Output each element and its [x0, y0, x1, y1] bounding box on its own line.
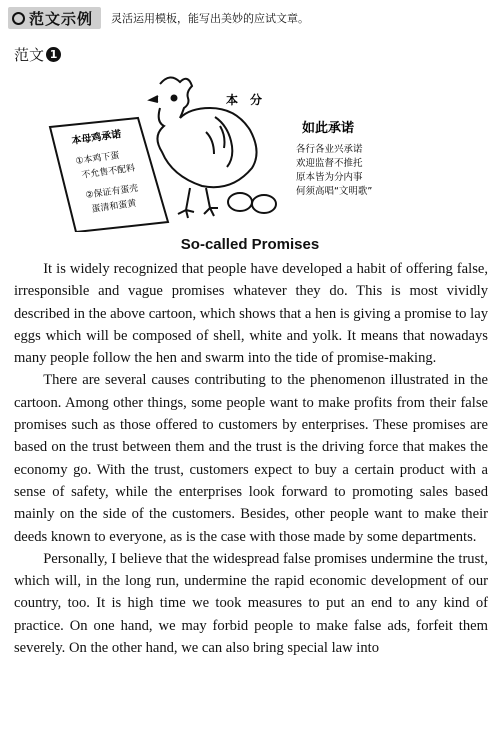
cartoon-illustration	[10, 72, 490, 232]
poem-line-4: 何须高唱“文明歌”	[296, 186, 373, 197]
sign-line-5: 蛋清和蛋黄	[91, 198, 137, 215]
sample-label-text: 范文	[14, 48, 45, 64]
cartoon-title: 本 分	[226, 93, 263, 107]
section-badge-label: 范文示例	[29, 9, 94, 28]
poem-line-1: 各行各业兴承诺	[296, 144, 363, 155]
sign-line-1: 本母鸡承诺	[70, 129, 122, 147]
sample-label	[14, 44, 61, 65]
sign-line-2: ①本鸡下蛋	[75, 150, 121, 167]
sign-paper	[50, 118, 168, 232]
poem-line-2: 欢迎监督不推托	[296, 158, 363, 169]
essay-paragraph-3: Personally, I believe that the widespread false promises undermine the trust, which will, in the long run, undermine the rapid economic development of our country, too. It is high time we took measures to put an end to any kind of practice. On one hand, we may forbid people to make false ads, forfeit them severely. On the other hand, we can also bring special law into	[14, 550, 488, 657]
essay-paragraph-1: It is widely recognized that people have developed a habit of offering false, irresponsible and vague promises whatever they do. This is most vividly described in the above cartoon, which shows that a hen is giving a promise to lay eggs which will be composed of shell, white and yolk. It means that nowadays many people follow the hen and swarm into the tide of promise-making.	[14, 261, 488, 367]
sample-number-badge: 1	[46, 47, 61, 62]
section-header	[8, 6, 309, 30]
section-tagline: 灵活运用模板，能写出美妙的应试文章。	[111, 12, 310, 25]
sign-line-3: 不允售不配料	[81, 163, 136, 181]
essay-paragraph-2: There are several causes contributing to the phenomenon illustrated in the cartoon. Among other things, some people want to make profits from their false promises such as those offered to customers by enterprises. These promises are based on the trust between them and the trust is the driving force that makes the economy go. With the trust, customers expect to buy a certain product with a sense of safety, while the enterprises look forward to promoting sales based mainly on the side of the customers. Besides, other people want to make their deeds known to everyone, as is the case with those made by some departments.	[14, 372, 488, 545]
poem-line-3: 原本皆为分内事	[296, 172, 363, 183]
poem-title: 如此承诺	[302, 121, 355, 136]
essay-title: So-called Promises	[180, 236, 320, 253]
sign-line-4: ②保证有蛋壳	[85, 183, 139, 201]
circle-icon	[12, 12, 25, 25]
egg-icons	[228, 193, 276, 213]
essay-body	[14, 258, 488, 659]
section-badge	[8, 7, 101, 29]
